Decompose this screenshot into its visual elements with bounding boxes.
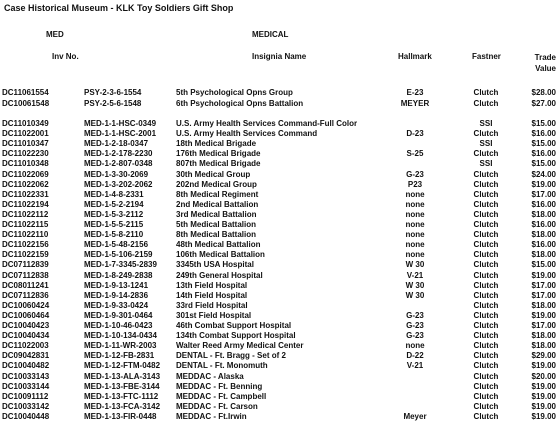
- row-insignia-name: MEDDAC - Ft. Carson: [176, 401, 258, 411]
- row-inv-no: DC10040434: [2, 331, 50, 341]
- row-ref-code: MED-1-11-WR-2003: [84, 341, 157, 351]
- row-insignia-name: 2nd Medical Battalion: [176, 199, 259, 209]
- row-inv-no: DC11010347: [2, 139, 49, 149]
- row-fastner: Clutch: [473, 179, 499, 189]
- row-trade-value: $19.00: [531, 179, 556, 189]
- row-trade-value: $24.00: [531, 169, 556, 179]
- row-insignia-name: 301st Field Hospital: [176, 310, 252, 320]
- row-trade-value: $29.00: [531, 351, 556, 361]
- row-ref-code: MED-1-13-FIR-0448: [84, 411, 157, 421]
- row-inv-no: DC10033143: [2, 371, 50, 381]
- row-hallmark: V-21: [406, 361, 424, 371]
- row-hallmark: none: [405, 199, 425, 209]
- row-ref-code: PSY-2-5-6-1548: [84, 99, 142, 108]
- row-fastner: Clutch: [473, 361, 499, 371]
- table-row: [0, 87, 560, 98]
- section-title: MEDICAL: [252, 30, 289, 39]
- row-inv-no: DC10060464: [2, 310, 50, 320]
- row-inv-no: DC10033144: [2, 381, 50, 391]
- column-header-insignia-name: Insignia Name: [252, 52, 307, 61]
- row-inv-no: DC11010349: [2, 119, 49, 128]
- section-code: MED: [46, 30, 64, 39]
- row-inv-no: DC11022062: [2, 179, 49, 189]
- row-hallmark: none: [405, 189, 425, 199]
- row-trade-value: $19.00: [531, 391, 556, 401]
- row-insignia-name: 8th Medical Battalion: [176, 230, 257, 240]
- row-fastner: Clutch: [473, 230, 499, 240]
- row-insignia-name: 3rd Medical Battalion: [176, 209, 257, 219]
- row-insignia-name: 33rd Field Hospital: [176, 300, 248, 310]
- row-hallmark: D-23: [406, 129, 424, 139]
- row-fastner: Clutch: [473, 280, 499, 290]
- row-inv-no: DC11022003: [2, 341, 49, 351]
- row-trade-value: $19.00: [531, 411, 556, 421]
- row-ref-code: MED-1-4-8-2331: [84, 189, 144, 199]
- row-inv-no: DC11022194: [2, 199, 49, 209]
- row-insignia-name: 134th Combat Support Hospital: [176, 331, 296, 341]
- row-fastner: Clutch: [473, 351, 499, 361]
- row-inv-no: DC10033142: [2, 401, 50, 411]
- row-hallmark: G-23: [406, 310, 424, 320]
- row-inv-no: DC10060424: [2, 300, 50, 310]
- row-inv-no: DC10040482: [2, 361, 50, 371]
- row-hallmark: G-23: [406, 169, 424, 179]
- row-fastner: Clutch: [473, 341, 499, 351]
- row-trade-value: $17.00: [531, 321, 556, 330]
- row-fastner: Clutch: [473, 260, 499, 270]
- row-trade-value: $15.00: [531, 260, 556, 270]
- row-insignia-name: 5th Medical Battalion: [176, 220, 257, 229]
- row-hallmark: none: [405, 240, 425, 250]
- row-ref-code: MED-1-5-106-2159: [84, 250, 153, 260]
- row-hallmark: none: [405, 209, 425, 219]
- row-trade-value: $16.00: [531, 129, 556, 139]
- row-ref-code: MED-1-7-3345-2839: [84, 260, 157, 270]
- row-inv-no: DC10091112: [2, 391, 49, 401]
- row-fastner: Clutch: [473, 250, 499, 260]
- row-insignia-name: 14th Field Hospital: [176, 290, 248, 300]
- row-insignia-name: DENTAL - Ft. Bragg - Set of 2: [176, 351, 286, 361]
- row-fastner: SSI: [479, 119, 493, 128]
- row-trade-value: $28.00: [531, 88, 556, 97]
- table-row: [0, 411, 560, 422]
- column-header-hallmark: Hallmark: [398, 52, 432, 61]
- table-row: [0, 98, 560, 109]
- row-fastner: Clutch: [473, 99, 499, 108]
- row-trade-value: $17.00: [531, 290, 556, 300]
- row-insignia-name: DENTAL - Ft. Monomuth: [176, 361, 268, 371]
- row-ref-code: MED-1-1-HSC-0349: [84, 119, 157, 128]
- row-ref-code: MED-1-3-202-2062: [84, 179, 153, 189]
- row-fastner: Clutch: [473, 169, 499, 179]
- row-fastner: SSI: [479, 159, 493, 169]
- row-inv-no: DC11010348: [2, 159, 49, 169]
- row-inv-no: DC11022069: [2, 169, 49, 179]
- row-insignia-name: 48th Medical Battalion: [176, 240, 261, 250]
- row-inv-no: DC11022001: [2, 129, 49, 139]
- row-inv-no: DC11022115: [2, 220, 49, 229]
- row-insignia-name: U.S. Army Health Services Command-Full Color: [176, 119, 358, 128]
- row-hallmark: V-21: [406, 270, 424, 280]
- row-insignia-name: 46th Combat Support Hospital: [176, 321, 292, 330]
- row-inv-no: DC07112838: [2, 270, 49, 280]
- row-inv-no: DC11022112: [2, 209, 49, 219]
- row-insignia-name: MEDDAC - Ft.Irwin: [176, 411, 247, 421]
- row-fastner: Clutch: [473, 199, 499, 209]
- row-insignia-name: MEDDAC - Ft. Campbell: [176, 391, 267, 401]
- row-ref-code: MED-1-13-FTC-1112: [84, 391, 159, 401]
- column-header-fastner: Fastner: [472, 52, 501, 61]
- column-header-trade-line-2: Value: [535, 64, 556, 73]
- row-ref-code: MED-1-9-13-1241: [84, 280, 149, 290]
- row-fastner: Clutch: [473, 321, 499, 330]
- row-inv-no: DC10061548: [2, 99, 50, 108]
- row-trade-value: $18.00: [531, 209, 556, 219]
- row-insignia-name: 5th Psychological Opns Group: [176, 88, 293, 97]
- row-trade-value: $15.00: [531, 159, 556, 169]
- row-fastner: Clutch: [473, 411, 499, 421]
- row-ref-code: MED-1-13-FBE-3144: [84, 381, 160, 391]
- row-inv-no: DC07112839: [2, 260, 49, 270]
- row-inv-no: DC11022159: [2, 250, 49, 260]
- row-ref-code: MED-1-5-5-2115: [84, 220, 144, 229]
- row-ref-code: MED-1-12-FB-2831: [84, 351, 155, 361]
- row-ref-code: MED-1-5-8-2110: [84, 230, 144, 240]
- row-inv-no: DC10040423: [2, 321, 50, 330]
- row-trade-value: $16.00: [531, 240, 556, 250]
- row-ref-code: MED-1-8-249-2838: [84, 270, 153, 280]
- column-header-inv-no: Inv No.: [52, 52, 79, 61]
- row-inv-no: DC11022110: [2, 230, 49, 240]
- row-trade-value: $19.00: [531, 270, 556, 280]
- row-hallmark: none: [405, 341, 425, 351]
- row-hallmark: D-22: [406, 351, 424, 361]
- column-header-trade-line-1: Trade: [534, 53, 556, 62]
- page-title: Case Historical Museum - KLK Toy Soldiers Gift Shop: [4, 3, 234, 13]
- row-fastner: Clutch: [473, 220, 499, 229]
- row-ref-code: MED-1-9-301-0464: [84, 310, 153, 320]
- row-ref-code: MED-1-2-807-0348: [84, 159, 153, 169]
- row-hallmark: none: [405, 220, 425, 229]
- row-insignia-name: 3345th USA Hospital: [176, 260, 254, 270]
- row-inv-no: DC09042831: [2, 351, 50, 361]
- row-ref-code: MED-1-5-3-2112: [84, 209, 144, 219]
- row-trade-value: $17.00: [531, 280, 556, 290]
- row-hallmark: E-23: [406, 88, 424, 97]
- row-insignia-name: Walter Reed Army Medical Center: [176, 341, 304, 351]
- row-inv-no: DC11022331: [2, 189, 49, 199]
- row-ref-code: MED-1-10-134-0434: [84, 331, 157, 341]
- row-insignia-name: 249th General Hospital: [176, 270, 263, 280]
- row-trade-value: $20.00: [531, 371, 556, 381]
- row-insignia-name: 8th Medical Regiment: [176, 189, 259, 199]
- row-fastner: Clutch: [473, 129, 499, 139]
- row-inv-no: DC07112836: [2, 290, 49, 300]
- row-insignia-name: MEDDAC - Alaska: [176, 371, 244, 381]
- row-hallmark: none: [405, 250, 425, 260]
- row-inv-no: DC11022230: [2, 149, 49, 159]
- row-fastner: Clutch: [473, 371, 499, 381]
- row-trade-value: $15.00: [531, 119, 556, 128]
- row-trade-value: $16.00: [531, 220, 556, 229]
- row-hallmark: W 30: [405, 280, 425, 290]
- row-fastner: SSI: [479, 139, 493, 149]
- row-ref-code: PSY-2-3-6-1554: [84, 88, 142, 97]
- row-trade-value: $15.00: [531, 139, 556, 149]
- row-trade-value: $18.00: [531, 331, 556, 341]
- row-trade-value: $18.00: [531, 341, 556, 351]
- row-fastner: Clutch: [473, 270, 499, 280]
- row-insignia-name: 18th Medical Brigade: [176, 139, 257, 149]
- row-fastner: Clutch: [473, 391, 499, 401]
- row-inv-no: DC11061554: [2, 88, 49, 97]
- row-hallmark: G-23: [406, 321, 424, 330]
- row-ref-code: MED-1-3-30-2069: [84, 169, 149, 179]
- row-insignia-name: 202nd Medical Group: [176, 179, 257, 189]
- row-hallmark: MEYER: [400, 99, 430, 108]
- row-fastner: Clutch: [473, 189, 499, 199]
- row-inv-no: DC11022156: [2, 240, 49, 250]
- row-fastner: Clutch: [473, 149, 499, 159]
- row-trade-value: $17.00: [531, 189, 556, 199]
- row-ref-code: MED-1-10-46-0423: [84, 321, 153, 330]
- row-ref-code: MED-1-13-ALA-3143: [84, 371, 161, 381]
- row-fastner: Clutch: [473, 381, 499, 391]
- row-hallmark: P23: [407, 179, 423, 189]
- row-ref-code: MED-1-9-33-0424: [84, 300, 149, 310]
- row-ref-code: MED-1-13-FCA-3142: [84, 401, 161, 411]
- row-ref-code: MED-1-5-2-2194: [84, 199, 144, 209]
- row-trade-value: $18.00: [531, 300, 556, 310]
- row-trade-value: $16.00: [531, 199, 556, 209]
- row-hallmark: none: [405, 230, 425, 240]
- row-ref-code: MED-1-5-48-2156: [84, 240, 149, 250]
- row-ref-code: MED-1-1-HSC-2001: [84, 129, 157, 139]
- row-inv-no: DC10040448: [2, 411, 50, 421]
- row-insignia-name: 6th Psychological Opns Battalion: [176, 99, 304, 108]
- row-trade-value: $18.00: [531, 230, 556, 240]
- row-fastner: Clutch: [473, 310, 499, 320]
- row-fastner: Clutch: [473, 88, 499, 97]
- row-ref-code: MED-1-12-FTM-0482: [84, 361, 161, 371]
- row-hallmark: Meyer: [403, 411, 427, 421]
- row-fastner: Clutch: [473, 401, 499, 411]
- row-fastner: Clutch: [473, 240, 499, 250]
- row-trade-value: $27.00: [531, 99, 556, 108]
- row-insignia-name: 106th Medical Battalion: [176, 250, 265, 260]
- row-trade-value: $19.00: [531, 381, 556, 391]
- row-fastner: Clutch: [473, 290, 499, 300]
- row-ref-code: MED-1-2-178-2230: [84, 149, 153, 159]
- row-ref-code: MED-1-9-14-2836: [84, 290, 149, 300]
- row-hallmark: S-25: [406, 149, 424, 159]
- row-insignia-name: 807th Medical Brigade: [176, 159, 261, 169]
- row-insignia-name: 30th Medical Group: [176, 169, 251, 179]
- row-hallmark: G-23: [406, 331, 424, 341]
- row-trade-value: $19.00: [531, 310, 556, 320]
- row-trade-value: $18.00: [531, 250, 556, 260]
- row-trade-value: $19.00: [531, 361, 556, 371]
- row-fastner: Clutch: [473, 209, 499, 219]
- row-insignia-name: MEDDAC - Ft. Benning: [176, 381, 263, 391]
- row-fastner: Clutch: [473, 331, 499, 341]
- row-hallmark: W 30: [405, 290, 425, 300]
- row-hallmark: W 30: [405, 260, 425, 270]
- row-ref-code: MED-1-2-18-0347: [84, 139, 149, 149]
- row-trade-value: $19.00: [531, 401, 556, 411]
- row-insignia-name: 13th Field Hospital: [176, 280, 248, 290]
- row-insignia-name: U.S. Army Health Services Command: [176, 129, 318, 139]
- row-fastner: Clutch: [473, 300, 499, 310]
- row-inv-no: DC08011241: [2, 280, 49, 290]
- row-trade-value: $16.00: [531, 149, 556, 159]
- row-insignia-name: 176th Medical Brigade: [176, 149, 261, 159]
